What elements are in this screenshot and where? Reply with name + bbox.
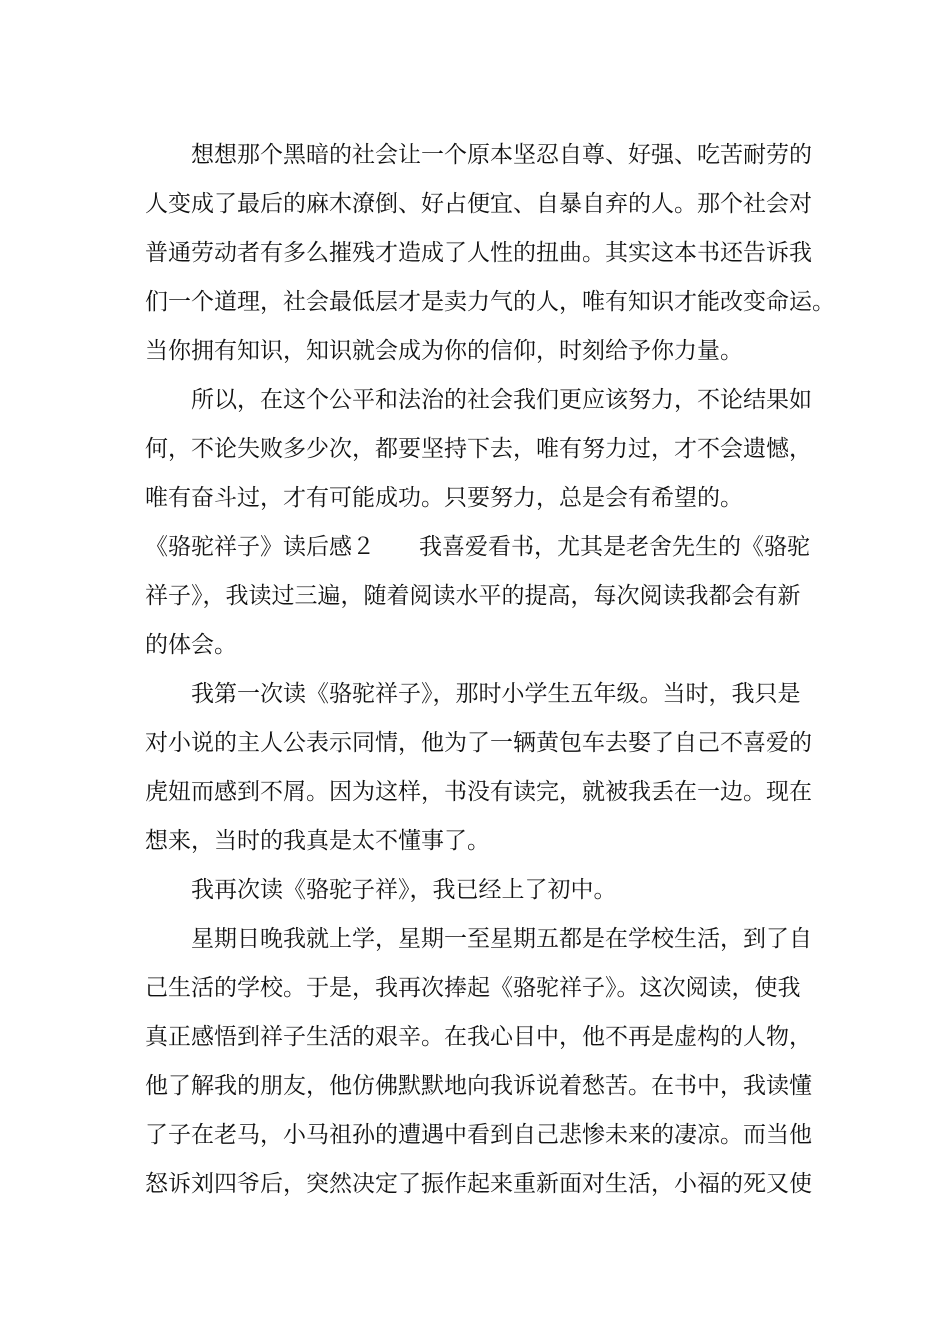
text-line: 人变成了最后的麻木潦倒、好占便宜、自暴自弃的人。那个社会对 (145, 191, 812, 217)
text-line: 怒诉刘四爷后，突然决定了振作起来重新面对生活，小福的死又使 (145, 1171, 812, 1197)
text-line: 我第一次读《骆驼祥子》，那时小学生五年级。当时，我只是 (191, 681, 801, 707)
text-line: 他了解我的朋友，他仿佛默默地向我诉说着愁苦。在书中，我读懂 (145, 1073, 812, 1099)
text-line: 星期日晚我就上学，星期一至星期五都是在学校生活，到了自 (191, 926, 812, 952)
section-heading: 《骆驼祥子》读后感２ (145, 534, 375, 560)
text-line: 我再次读《骆驼子祥》，我已经上了初中。 (191, 877, 617, 903)
section-heading-line (145, 523, 835, 572)
document-body (145, 131, 835, 1209)
text-line: 普通劳动者有多么摧残才造成了人性的扭曲。其实这本书还告诉我 (145, 240, 812, 266)
text-line: 祥子》，我读过三遍，随着阅读水平的提高，每次阅读我都会有新 (145, 583, 801, 609)
text-line: 想来，当时的我真是太不懂事了。 (145, 828, 490, 854)
text-line: 们一个道理，社会最低层才是卖力气的人，唯有知识才能改变命运。 (145, 289, 835, 315)
text-line: 唯有奋斗过，才有可能成功。只要努力，总是会有希望的。 (145, 485, 743, 511)
text-line: 想想那个黑暗的社会让一个原本坚忍自尊、好强、吃苦耐劳的 (191, 142, 812, 168)
text-line: 真正感悟到祥子生活的艰辛。在我心目中，他不再是虚构的人物， (145, 1024, 812, 1050)
text-line: 的体会。 (145, 632, 237, 658)
text-line: 对小说的主人公表示同情，他为了一辆黄包车去娶了自己不喜爱的 (145, 730, 812, 756)
text-line: 虎妞而感到不屑。因为这样，书没有读完，就被我丢在一边。现在 (145, 779, 812, 805)
text-line: 何，不论失败多少次，都要坚持下去，唯有努力过，才不会遗憾， (145, 436, 812, 462)
text-line: 我喜爱看书，尤其是老舍先生的《骆驼 (419, 534, 810, 560)
text-line: 所以，在这个公平和法治的社会我们更应该努力，不论结果如 (191, 387, 812, 413)
text-line: 己生活的学校。于是，我再次捧起《骆驼祥子》。这次阅读，使我 (145, 975, 801, 1001)
text-line: 了子在老马，小马祖孙的遭遇中看到自己悲惨未来的凄凉。而当他 (145, 1122, 812, 1148)
text-line: 当你拥有知识，知识就会成为你的信仰，时刻给予你力量。 (145, 338, 743, 364)
